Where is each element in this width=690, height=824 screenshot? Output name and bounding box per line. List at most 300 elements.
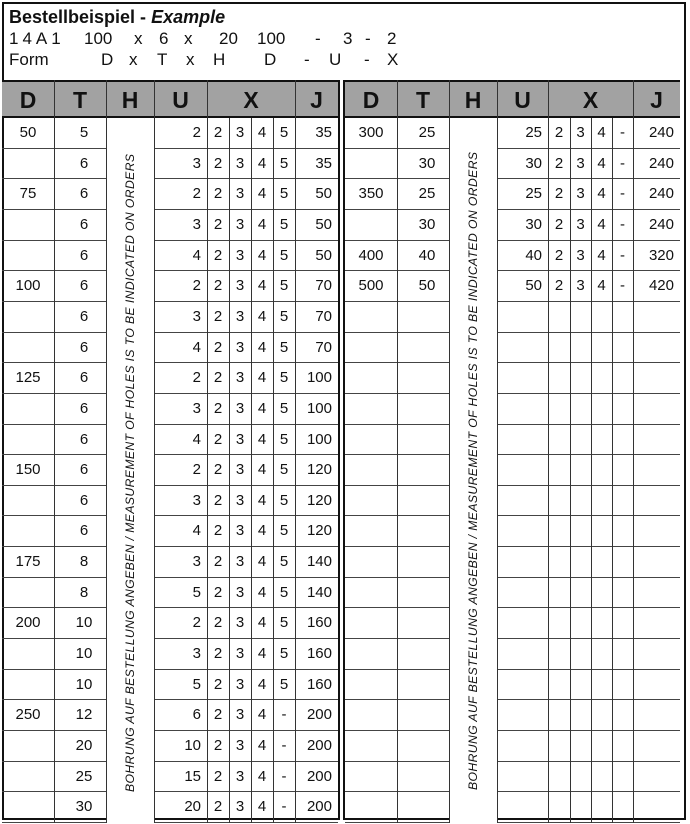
cell-j: 50: [315, 215, 332, 233]
cell-t: [401, 547, 453, 577]
table-row: [2, 333, 338, 364]
table-row: [2, 578, 338, 609]
table-row: [345, 608, 680, 639]
cell-x: 5: [279, 369, 289, 387]
cell-t: 6: [79, 522, 89, 540]
cell-x: [591, 670, 612, 700]
cell-x: 4: [257, 430, 267, 448]
cell-x: 2: [554, 185, 564, 203]
cell-x: 4: [257, 307, 267, 325]
table-row: [345, 670, 680, 701]
table-header-row: [2, 80, 338, 118]
cell-j: 35: [315, 154, 332, 172]
cell-x: 2: [213, 645, 223, 663]
cell-u: 20: [184, 798, 201, 816]
cell-x: 2: [213, 124, 223, 141]
cell-x: [570, 455, 591, 485]
cell-x: 2: [554, 277, 564, 295]
cell-t: 6: [79, 430, 89, 448]
cell-d: [2, 302, 54, 332]
column-divider: [54, 80, 55, 823]
cell-x: 4: [257, 767, 267, 785]
cell-x: [548, 608, 570, 638]
cell-x: 4: [597, 277, 606, 295]
cell-j: [633, 670, 680, 700]
cell-x: [591, 700, 612, 730]
cell-u: 2: [192, 614, 201, 632]
cell-x: [548, 762, 570, 792]
cell-d: [345, 333, 397, 363]
cell-x: [570, 731, 591, 761]
table-row: [345, 118, 680, 149]
cell-u: [497, 516, 548, 546]
cell-x: [548, 670, 570, 700]
cell-x: [612, 486, 633, 516]
cell-u: [497, 486, 548, 516]
column-header-d: D: [19, 87, 37, 113]
table-row: [345, 731, 680, 762]
cell-x: 5: [279, 430, 289, 448]
code-token: 6: [159, 29, 169, 48]
cell-j: [633, 700, 680, 730]
cell-t: 6: [79, 277, 89, 295]
cell-x: 4: [257, 645, 267, 663]
table-header-row: [345, 80, 680, 118]
cell-x: [570, 547, 591, 577]
table-row: [2, 455, 338, 486]
cell-x: 2: [213, 277, 223, 295]
cell-x: 4: [257, 461, 267, 479]
cell-d: 175: [15, 553, 41, 571]
cell-x: 3: [576, 246, 585, 264]
code-token: -: [365, 29, 371, 48]
column-header-h: H: [464, 87, 482, 113]
cell-j: [633, 547, 680, 577]
cell-x: 3: [235, 583, 245, 601]
column-divider: [633, 80, 634, 823]
cell-x: 4: [597, 215, 606, 233]
table-row: [345, 394, 680, 425]
hole-column-blank: [106, 118, 154, 150]
cell-x: 3: [235, 461, 245, 479]
cell-x: 5: [279, 614, 289, 632]
cell-j: 200: [306, 798, 332, 816]
cell-t: 25: [75, 767, 93, 785]
column-divider: [397, 80, 398, 823]
cell-j: 200: [306, 767, 332, 785]
cell-x: [570, 792, 591, 822]
cell-t: 8: [79, 583, 89, 601]
cell-x: 2: [213, 154, 223, 172]
table-row: [2, 363, 338, 394]
cell-j: 70: [315, 338, 332, 356]
cell-x: 3: [235, 614, 245, 632]
form-token: U: [329, 50, 342, 69]
cell-j: 120: [306, 522, 332, 540]
cell-t: [401, 455, 453, 485]
cell-x: [612, 700, 633, 730]
cell-t: 25: [418, 124, 436, 141]
cell-u: 5: [192, 583, 201, 601]
cell-x: [612, 425, 633, 455]
cell-j: 70: [315, 277, 332, 295]
cell-d: [345, 608, 397, 638]
cell-d: [2, 149, 54, 179]
cell-x: -: [620, 185, 625, 203]
cell-t: 6: [79, 246, 89, 264]
cell-t: [401, 762, 453, 792]
cell-j: [633, 762, 680, 792]
cell-t: 6: [79, 399, 89, 417]
cell-t: [401, 639, 453, 669]
cell-x: 4: [257, 185, 267, 203]
column-header-t: T: [415, 87, 431, 113]
cell-x: 3: [235, 215, 245, 233]
cell-x: [548, 639, 570, 669]
cell-x: 5: [279, 246, 289, 264]
column-divider: [449, 80, 450, 823]
cell-d: [345, 547, 397, 577]
cell-x: 2: [554, 154, 564, 172]
cell-x: [570, 670, 591, 700]
cell-d: [2, 762, 54, 792]
cell-x: [591, 516, 612, 546]
cell-d: [2, 639, 54, 669]
cell-x: 5: [279, 461, 289, 479]
cell-x: 2: [213, 461, 223, 479]
cell-u: 10: [184, 737, 201, 754]
cell-u: 5: [192, 675, 201, 693]
table-row: [2, 118, 338, 149]
cell-x: 4: [597, 154, 606, 172]
table-row: [345, 179, 680, 210]
cell-u: [497, 608, 548, 638]
cell-j: [633, 639, 680, 669]
table-row: [2, 394, 338, 425]
cell-x: 2: [213, 246, 223, 264]
cell-x: 5: [279, 675, 289, 693]
column-header-j: J: [650, 87, 663, 113]
cell-x: 5: [279, 399, 289, 417]
table-divider: [338, 80, 345, 820]
column-header-u: U: [172, 87, 189, 113]
cell-x: [612, 731, 633, 761]
cell-x: 2: [213, 338, 223, 356]
cell-j: [633, 425, 680, 455]
cell-x: 2: [213, 522, 223, 540]
cell-t: 10: [75, 675, 93, 693]
cell-d: [345, 149, 397, 179]
cell-x: [548, 302, 570, 332]
cell-x: [570, 394, 591, 424]
cell-x: 5: [279, 215, 289, 233]
cell-u: 40: [525, 246, 542, 264]
cell-x: [591, 762, 612, 792]
cell-j: 240: [648, 185, 674, 203]
cell-x: 4: [257, 583, 267, 601]
cell-d: 300: [358, 124, 384, 141]
cell-d: 150: [15, 461, 41, 479]
cell-t: 30: [75, 798, 93, 816]
cell-x: 2: [213, 767, 223, 785]
cell-x: [548, 394, 570, 424]
cell-t: 10: [75, 645, 93, 663]
cell-d: 250: [15, 706, 41, 724]
cell-x: 2: [213, 307, 223, 325]
table-row: [345, 547, 680, 578]
cell-x: 4: [257, 798, 267, 816]
cell-t: 40: [418, 246, 436, 264]
hole-column-blank: [449, 118, 497, 150]
cell-t: [401, 670, 453, 700]
cell-x: [591, 578, 612, 608]
cell-d: 500: [358, 277, 384, 295]
cell-j: 200: [306, 737, 332, 754]
cell-x: 5: [279, 645, 289, 663]
cell-u: [497, 639, 548, 669]
cell-x: 5: [279, 185, 289, 203]
cell-u: 4: [192, 338, 201, 356]
cell-u: [497, 792, 548, 822]
cell-x: [612, 363, 633, 393]
cell-t: 25: [418, 185, 436, 203]
cell-j: [633, 608, 680, 638]
cell-x: 3: [235, 154, 245, 172]
column-header-x: X: [582, 87, 599, 113]
cell-j: 100: [306, 399, 332, 417]
cell-x: [591, 792, 612, 822]
cell-x: 5: [279, 307, 289, 325]
cell-u: [497, 547, 548, 577]
cell-d: [2, 394, 54, 424]
cell-d: [345, 455, 397, 485]
cell-x: [548, 425, 570, 455]
cell-t: [401, 731, 453, 761]
cell-x: 4: [257, 399, 267, 417]
cell-j: 240: [648, 124, 674, 141]
cell-d: [2, 731, 54, 761]
cell-x: [612, 792, 633, 822]
cell-u: 4: [192, 430, 201, 448]
cell-u: 2: [192, 124, 201, 141]
table-row: [2, 700, 338, 731]
cell-x: 5: [279, 491, 289, 509]
column-divider: [548, 80, 549, 823]
cell-j: 140: [306, 583, 332, 601]
cell-x: -: [281, 706, 287, 724]
cell-x: [612, 762, 633, 792]
cell-x: 3: [576, 215, 585, 233]
cell-d: 350: [358, 185, 384, 203]
column-divider: [207, 80, 208, 823]
cell-d: [345, 639, 397, 669]
cell-t: 5: [79, 124, 89, 141]
cell-t: 50: [418, 277, 436, 295]
cell-x: 4: [257, 706, 267, 724]
cell-x: 4: [597, 185, 606, 203]
cell-j: [633, 455, 680, 485]
column-header-u: U: [514, 87, 531, 113]
cell-d: 75: [19, 185, 37, 203]
cell-t: 30: [418, 154, 436, 172]
cell-x: [612, 670, 633, 700]
cell-t: [401, 425, 453, 455]
cell-d: [345, 516, 397, 546]
cell-x: [591, 486, 612, 516]
cell-x: [570, 639, 591, 669]
cell-x: 4: [257, 675, 267, 693]
cell-j: 160: [306, 645, 332, 663]
table-row: [345, 700, 680, 731]
cell-x: -: [281, 798, 287, 816]
cell-x: 3: [235, 338, 245, 356]
hole-measurement-note: BOHRUNG AUF BESTELLUNG ANGEBEN / MEASUREMENT OF HOLES IS TO BE INDICATED ON ORDERS: [466, 151, 480, 790]
cell-u: 3: [192, 399, 201, 417]
column-header-d: D: [362, 87, 380, 113]
table-row: [345, 639, 680, 670]
cell-x: 5: [279, 553, 289, 571]
column-divider: [273, 118, 274, 823]
cell-t: 6: [79, 185, 89, 203]
column-header-x: X: [243, 87, 259, 113]
form-token: D: [101, 50, 114, 69]
cell-d: [2, 578, 54, 608]
cell-x: [591, 302, 612, 332]
cell-x: -: [281, 737, 287, 754]
cell-t: [401, 578, 453, 608]
cell-u: [497, 363, 548, 393]
table-row: [2, 302, 338, 333]
cell-d: 125: [15, 369, 41, 387]
cell-x: 2: [213, 675, 223, 693]
table-row: [345, 363, 680, 394]
cell-u: [497, 394, 548, 424]
cell-x: 4: [597, 246, 606, 264]
table-row: [345, 425, 680, 456]
cell-x: [612, 608, 633, 638]
cell-x: 3: [235, 522, 245, 540]
cell-u: [497, 455, 548, 485]
cell-x: [612, 333, 633, 363]
cell-j: [633, 731, 680, 761]
cell-j: 50: [315, 185, 332, 203]
cell-x: 3: [576, 124, 585, 141]
cell-x: 4: [257, 124, 267, 141]
cell-x: 3: [576, 277, 585, 295]
cell-d: [345, 578, 397, 608]
code-token: 3: [343, 29, 353, 48]
cell-x: [570, 333, 591, 363]
cell-j: 35: [315, 124, 332, 141]
cell-x: [548, 516, 570, 546]
cell-j: 240: [648, 215, 674, 233]
cell-t: 12: [75, 706, 93, 724]
column-divider: [106, 80, 107, 823]
cell-x: 4: [257, 553, 267, 571]
cell-d: [345, 394, 397, 424]
cell-x: 4: [257, 614, 267, 632]
cell-x: [591, 425, 612, 455]
hole-measurement-note: BOHRUNG AUF BESTELLUNG ANGEBEN / MEASUREMENT OF HOLES IS TO BE INDICATED ON ORDERS: [123, 153, 137, 792]
cell-x: [548, 731, 570, 761]
cell-d: [2, 333, 54, 363]
cell-x: [548, 547, 570, 577]
cell-u: 25: [525, 185, 542, 203]
cell-x: [570, 302, 591, 332]
cell-j: [633, 394, 680, 424]
table-row: [345, 578, 680, 609]
cell-u: 30: [525, 215, 542, 233]
cell-x: 3: [235, 491, 245, 509]
cell-x: 4: [257, 154, 267, 172]
cell-u: [497, 762, 548, 792]
table-row: [345, 149, 680, 180]
cell-u: [497, 333, 548, 363]
table-row: [345, 455, 680, 486]
cell-t: 6: [79, 154, 89, 172]
cell-u: [497, 578, 548, 608]
cell-j: 240: [648, 154, 674, 172]
cell-d: [2, 210, 54, 240]
table-row: [345, 762, 680, 793]
cell-t: [401, 700, 453, 730]
cell-x: 2: [213, 215, 223, 233]
table-row: [2, 608, 338, 639]
cell-x: -: [281, 767, 287, 785]
table-row: [2, 792, 338, 823]
cell-d: 100: [15, 277, 41, 295]
cell-x: 3: [235, 277, 245, 295]
cell-x: 2: [554, 215, 564, 233]
cell-u: 2: [192, 185, 201, 203]
cell-x: 4: [257, 277, 267, 295]
cell-t: 6: [79, 491, 89, 509]
form-legend-line: [9, 49, 399, 70]
cell-x: 2: [213, 614, 223, 632]
cell-x: [548, 700, 570, 730]
table-row: [2, 670, 338, 701]
cell-x: 4: [257, 737, 267, 754]
hole-column-blank: [449, 792, 497, 824]
cell-x: [591, 363, 612, 393]
form-token: Form: [9, 50, 49, 69]
cell-d: [2, 241, 54, 271]
cell-d: [345, 731, 397, 761]
table-row: [345, 792, 680, 823]
cell-u: 6: [192, 706, 201, 724]
example-code-line: [9, 28, 397, 49]
cell-u: 30: [525, 154, 542, 172]
cell-u: 3: [192, 491, 201, 509]
form-token: D: [264, 50, 277, 69]
cell-x: 5: [279, 583, 289, 601]
cell-x: 3: [235, 645, 245, 663]
cell-t: [401, 302, 453, 332]
table-row: [2, 547, 338, 578]
cell-x: -: [620, 124, 625, 141]
cell-u: [497, 302, 548, 332]
cell-u: 3: [192, 215, 201, 233]
cell-x: 2: [554, 246, 564, 264]
form-token: x: [129, 50, 138, 69]
form-token: -: [364, 50, 370, 69]
cell-t: 10: [75, 614, 93, 632]
cell-x: [570, 700, 591, 730]
cell-x: [548, 363, 570, 393]
title-text: Bestellbeispiel -: [9, 7, 152, 27]
cell-d: [345, 792, 397, 822]
column-divider: [229, 118, 230, 823]
